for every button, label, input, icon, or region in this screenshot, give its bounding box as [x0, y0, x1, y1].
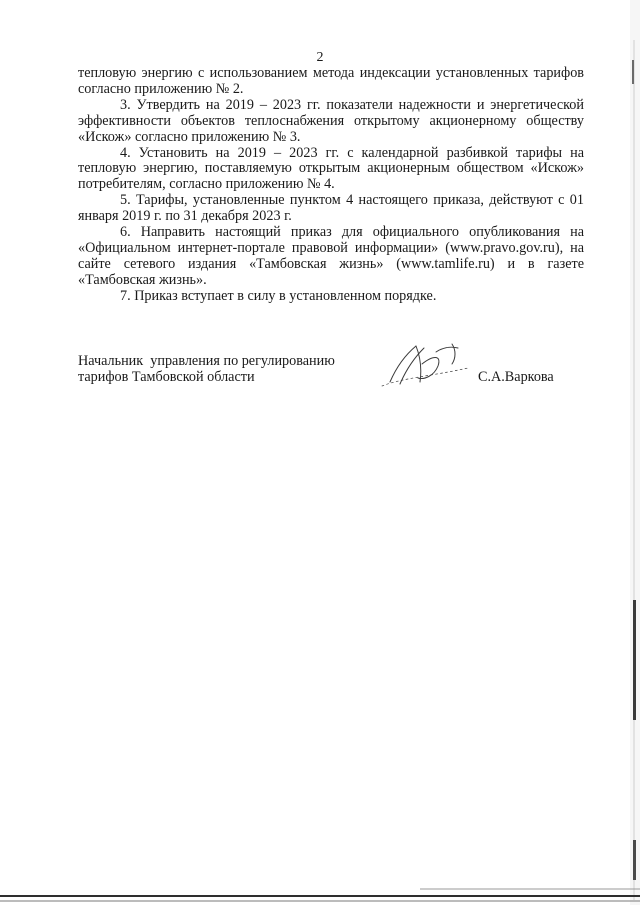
paragraph-item-3: 3. Утвердить на 2019 – 2023 гг. показатели надежности и энергетической эффективности объектов теплоснабжения открытому акционерному обществу «Искож» согласно приложению № 3. [78, 96, 584, 145]
handwritten-signature [372, 338, 482, 390]
signatory-title [78, 354, 335, 385]
signatory-name: С.А.Варкова [478, 369, 554, 385]
paragraph-continuation: тепловую энергию с использованием метода индексации установленных тарифов согласно приложению № 2. [78, 65, 584, 97]
paragraph-item-4: 4. Установить на 2019 – 2023 гг. с календарной разбивкой тарифы на тепловую энергию, поставляемую открытым акционерным обществом «Искож» потребителям, согласно приложению № 4. [78, 144, 584, 193]
paragraph-item-5: 5. Тарифы, установленные пунктом 4 настоящего приказа, действуют с 01 января 2019 г. по 31 декабря 2023 г. [78, 192, 584, 225]
signatory-title-line-1: Начальник управления по регулированию [78, 353, 335, 369]
document-body [78, 66, 584, 305]
paragraph-item-6: 6. Направить настоящий приказ для официального опубликования на «Официальном интернет-портале правовой информации» (www.pravo.gov.ru), на сайте сетевого издания «Тамбовская жизнь» (www.tamlife.ru) и в газете «Тамбовская жизнь». [78, 224, 584, 288]
signatory-title-line-2: тарифов Тамбовской области [78, 368, 255, 385]
paragraph-item-7: 7. Приказ вступает в силу в установленном порядке. [120, 287, 437, 304]
page-number: 2 [316, 50, 324, 65]
